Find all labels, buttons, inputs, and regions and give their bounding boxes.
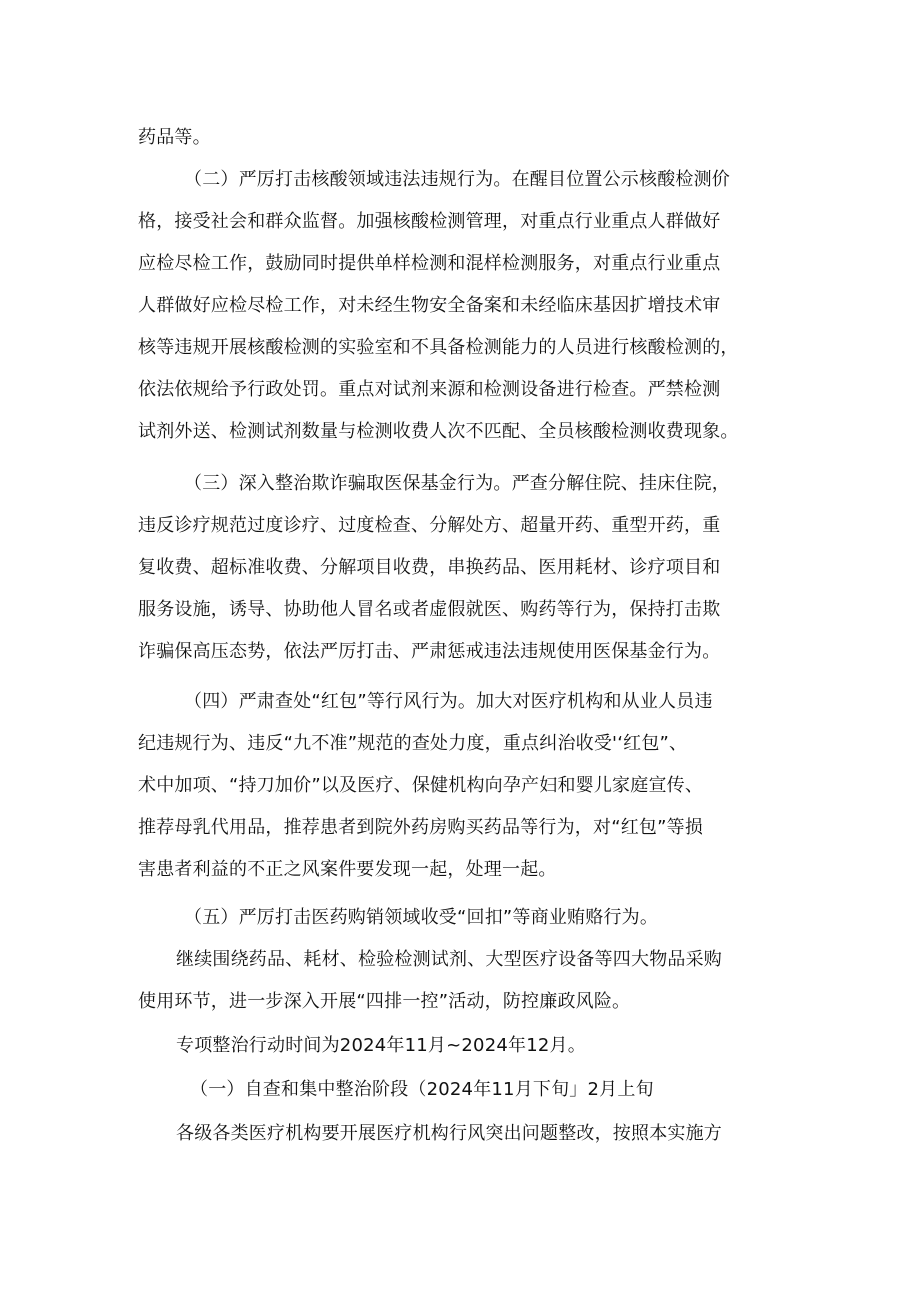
section-heading-line: （一）自查和集中整治阶段（2024年11月下旬」2月上旬 [190,1079,654,1100]
paragraph-line: 继续围绕药品、耗材、检验检测试剂、大型医疗设备等四大物品采购 [176,949,722,970]
paragraph-line: 试剂外送、检测试剂数量与检测收费人次不匹配、全员核酸检测收费现象。 [138,421,739,442]
paragraph-line: 各级各类医疗机构要开展医疗机构行风突出问题整改，按照本实施方 [176,1123,722,1144]
paragraph-line: 使用环节，进一步深入开展“四排一控”活动，防控廉政风险。 [138,991,631,1012]
section-heading-line: （五）严厉打击医药购销领域收受“回扣”等商业贿赂行为。 [184,907,659,928]
paragraph-line: 推荐母乳代用品，推荐患者到院外药房购买药品等行为，对“红包”等损 [138,817,704,838]
paragraph-line: 专项整治行动时间为2024年11月~2024年12月。 [176,1035,586,1056]
paragraph-line: 应检尽检工作，鼓励同时提供单样检测和混样检测服务，对重点行业重点 [138,253,721,274]
paragraph-line: 复收费、超标准收费、分解项目收费，串换药品、医用耗材、诊疗项目和 [138,557,721,578]
paragraph-line: 格，接受社会和群众监督。加强核酸检测管理，对重点行业重点人群做好 [138,211,721,232]
paragraph-line: 纪违规行为、违反“九不准”规范的查处力度，重点纠治收受'‘红包”、 [138,733,688,754]
section-heading-line: （二）严厉打击核酸领域违法违规行为。在醒目位置公示核酸检测价 [184,169,730,190]
section-heading-line: （四）严肃查处“红包”等行风行为。加大对医疗机构和从业人员违 [184,691,713,712]
paragraph-line: 人群做好应检尽检工作，对未经生物安全备案和未经临床基因扩增技术审 [138,295,721,316]
paragraph-line: 术中加项、“持刀加价”以及医疗、保健机构向孕产妇和婴儿家庭宣传、 [138,775,704,796]
paragraph-line: 核等违规开展核酸检测的实验室和不具备检测能力的人员进行核酸检测的， [138,337,739,358]
section-heading-line: （三）深入整治欺诈骗取医保基金行为。严查分解住院、挂床住院， [184,473,730,494]
paragraph-line: 违反诊疗规范过度诊疗、过度检查、分解处方、超量开药、重型开药，重 [138,515,721,536]
paragraph-line: 害患者利益的不正之风案件要发现一起，处理一起。 [138,859,557,880]
paragraph-line: 依法依规给予行政处罚。重点对试剂来源和检测设备进行检查。严禁检测 [138,379,721,400]
paragraph-line: 服务设施，诱导、协助他人冒名或者虚假就医、购药等行为，保持打击欺 [138,599,721,620]
paragraph-line: 药品等。 [138,127,211,148]
paragraph-line: 诈骗保高压态势，依法严厉打击、严肃惩戒违法违规使用医保基金行为。 [138,641,721,662]
